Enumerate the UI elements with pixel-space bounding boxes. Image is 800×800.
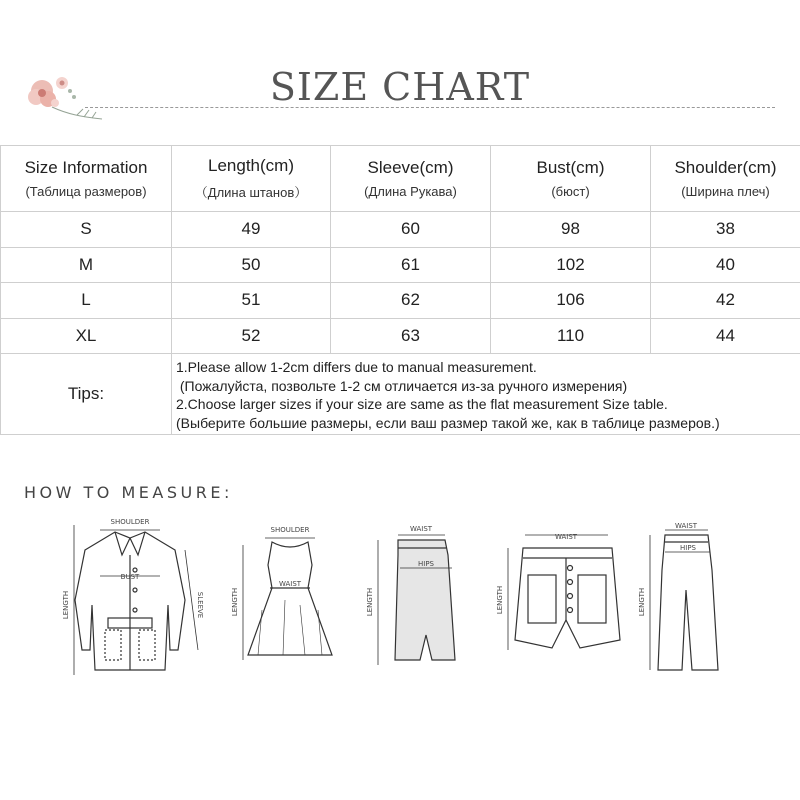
length-label: LENGTH xyxy=(62,590,70,620)
tip-line: 2.Choose larger sizes if your size are same as the flat measurement Size table. xyxy=(176,396,668,412)
table-row xyxy=(1,318,800,354)
table-cell: 110 xyxy=(491,318,651,354)
pants-diagram-icon xyxy=(638,522,718,670)
table-cell: 40 xyxy=(651,247,800,283)
title-divider xyxy=(85,107,775,108)
table-cell: 102 xyxy=(491,247,651,283)
sleeve-label: SLEEVE xyxy=(196,591,204,619)
tip-line: (Пожалуйста, позвольте 1-2 см отличается из-за ручного измерения) xyxy=(176,377,628,394)
table-cell: 50 xyxy=(172,247,331,283)
table-row xyxy=(1,212,800,248)
how-to-measure-heading: HOW TO MEASURE: xyxy=(24,483,233,502)
table-cell: M xyxy=(1,247,172,283)
jacket-diagram-icon xyxy=(62,518,204,675)
tip-line: (Выберите большие размеры, если ваш размер такой же, как в таблице размеров.) xyxy=(176,414,720,431)
length-label: LENGTH xyxy=(638,587,646,617)
length-label: LENGTH xyxy=(496,585,504,615)
header-cell: Bust(cm) (бюст) xyxy=(491,146,651,212)
waist-label: WAIST xyxy=(409,525,433,533)
waist-label: WAIST xyxy=(278,580,302,588)
shoulder-label: SHOULDER xyxy=(110,518,150,526)
header-cell: Length(cm) （Длина штанов） xyxy=(172,146,331,212)
table-cell: 38 xyxy=(651,212,800,248)
skirt-diagram-icon xyxy=(366,525,455,665)
table-row xyxy=(1,283,800,319)
shoulder-label: SHOULDER xyxy=(270,526,310,534)
table-cell: 42 xyxy=(651,283,800,319)
hips-label: HIPS xyxy=(680,544,696,552)
tips-label: Tips: xyxy=(1,354,172,435)
table-cell: 98 xyxy=(491,212,651,248)
table-row xyxy=(1,247,800,283)
table-cell: XL xyxy=(1,318,172,354)
table-cell: 60 xyxy=(331,212,491,248)
title-area xyxy=(0,55,800,115)
table-cell: 62 xyxy=(331,283,491,319)
waist-label: WAIST xyxy=(674,522,698,530)
waist-label: WAIST xyxy=(554,533,578,541)
tips-text xyxy=(172,354,800,435)
header-cell: Sleeve(cm) (Длина Рукава) xyxy=(331,146,491,212)
table-cell: S xyxy=(1,212,172,248)
size-table xyxy=(0,145,800,435)
table-cell: 61 xyxy=(331,247,491,283)
page-title: SIZE CHART xyxy=(269,65,531,109)
header-cell: Shoulder(cm) (Ширина плеч) xyxy=(651,146,800,212)
table-cell: 49 xyxy=(172,212,331,248)
header-cell: Size Information (Таблица размеров) xyxy=(1,146,172,212)
table-header-row xyxy=(1,146,800,212)
table-cell: L xyxy=(1,283,172,319)
length-label: LENGTH xyxy=(366,587,374,617)
table-cell: 51 xyxy=(172,283,331,319)
bust-label: BUST xyxy=(120,573,140,581)
table-cell: 63 xyxy=(331,318,491,354)
length-label: LENGTH xyxy=(231,587,239,617)
table-cell: 106 xyxy=(491,283,651,319)
shorts-diagram-icon xyxy=(496,533,620,650)
tips-row xyxy=(1,354,800,435)
hips-label: HIPS xyxy=(418,560,434,568)
tip-line: 1.Please allow 1-2cm differs due to manual measurement. xyxy=(176,359,537,375)
measurement-diagrams xyxy=(0,510,800,690)
table-cell: 52 xyxy=(172,318,331,354)
table-cell: 44 xyxy=(651,318,800,354)
dress-diagram-icon xyxy=(231,526,332,660)
